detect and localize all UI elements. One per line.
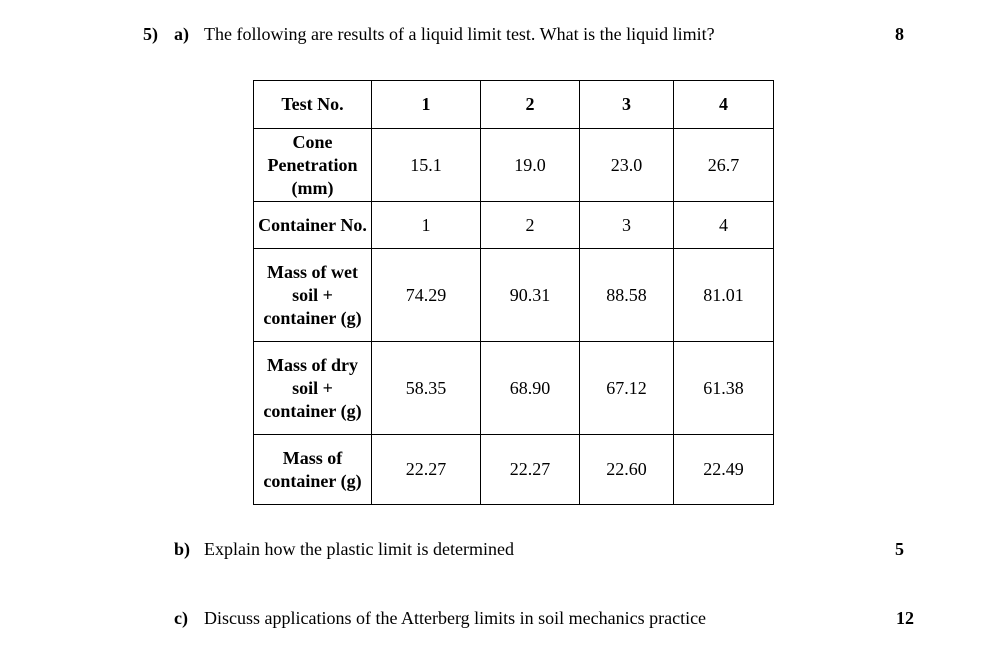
- part-b-letter: b): [174, 539, 191, 559]
- table-cell: 81.01: [674, 249, 774, 342]
- header-label: Test No.: [254, 81, 372, 129]
- table-cell: 1: [372, 202, 481, 249]
- table-cell: 68.90: [481, 342, 580, 435]
- row-label-wet-soil: Mass of wet soil + container (g): [254, 249, 372, 342]
- table-cell: 15.1: [372, 129, 481, 202]
- table-cell: 4: [674, 202, 774, 249]
- table-cell: 67.12: [580, 342, 674, 435]
- table-cell: 2: [481, 202, 580, 249]
- row-label-cone-penetration: Cone Penetration (mm): [254, 129, 372, 202]
- table-cell: 23.0: [580, 129, 674, 202]
- table-row: [254, 129, 774, 202]
- table-header-row: [254, 81, 774, 129]
- table-cell: 74.29: [372, 249, 481, 342]
- part-c-marks: 12: [896, 608, 914, 628]
- row-label-container-mass: Mass of container (g): [254, 435, 372, 505]
- part-a-text: The following are results of a liquid limit test. What is the liquid limit?: [204, 24, 715, 44]
- table-row: [254, 249, 774, 342]
- table-cell: 58.35: [372, 342, 481, 435]
- table-cell: 88.58: [580, 249, 674, 342]
- part-a-letter: a): [174, 24, 189, 44]
- part-b-text: Explain how the plastic limit is determined: [204, 539, 514, 559]
- part-a-marks: 8: [895, 24, 904, 44]
- table-row: [254, 342, 774, 435]
- liquid-limit-results-table: [253, 80, 774, 505]
- table-cell: 61.38: [674, 342, 774, 435]
- table-cell: 22.49: [674, 435, 774, 505]
- table-cell: 26.7: [674, 129, 774, 202]
- part-c-letter: c): [174, 608, 188, 628]
- table-cell: 22.27: [372, 435, 481, 505]
- table-cell: 22.27: [481, 435, 580, 505]
- question-number: 5): [143, 24, 158, 44]
- header-test-2: 2: [481, 81, 580, 129]
- table-cell: 19.0: [481, 129, 580, 202]
- header-test-4: 4: [674, 81, 774, 129]
- table-row: [254, 202, 774, 249]
- table-cell: 3: [580, 202, 674, 249]
- row-label-container-no: Container No.: [254, 202, 372, 249]
- table-cell: 22.60: [580, 435, 674, 505]
- header-test-1: 1: [372, 81, 481, 129]
- table-cell: 90.31: [481, 249, 580, 342]
- part-c-text: Discuss applications of the Atterberg limits in soil mechanics practice: [204, 608, 707, 628]
- row-label-dry-soil: Mass of dry soil + container (g): [254, 342, 372, 435]
- table-row: [254, 435, 774, 505]
- header-test-3: 3: [580, 81, 674, 129]
- part-b-marks: 5: [895, 539, 904, 559]
